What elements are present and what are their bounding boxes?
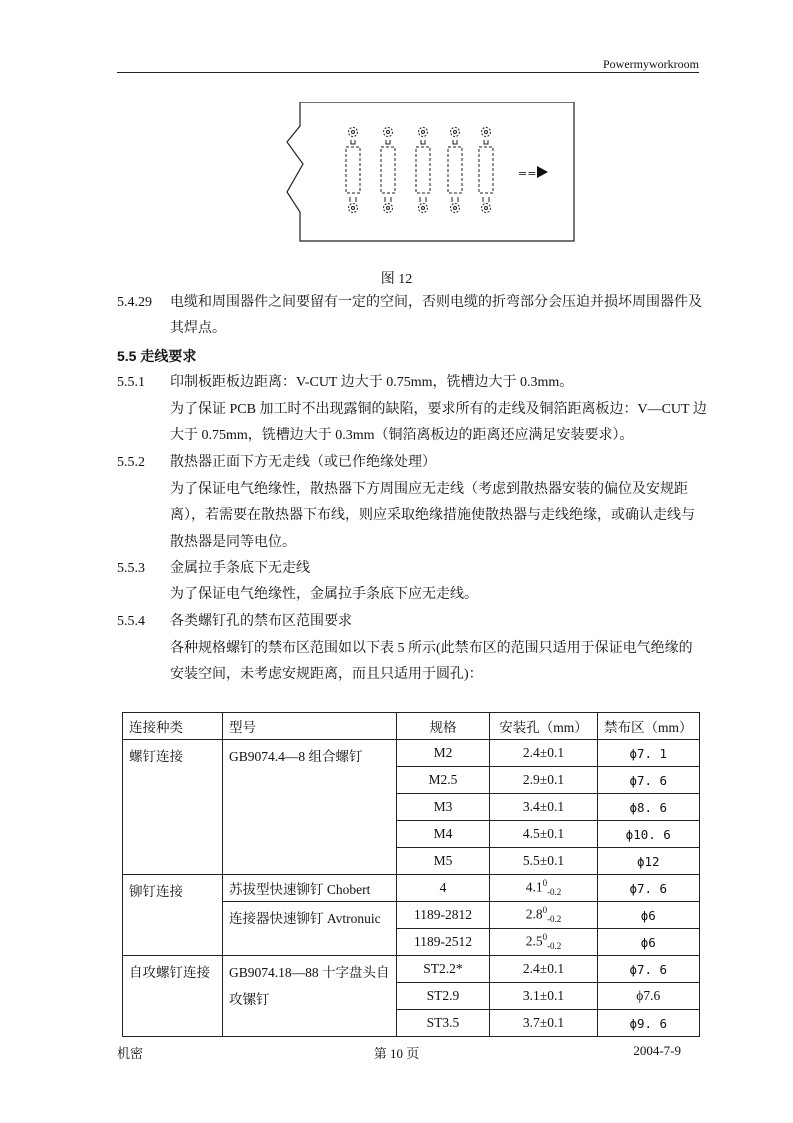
section-number: 5.4.29: [117, 295, 152, 310]
paragraph-line: 为了保证 PCB 加工时不出现露铜的缺陷，要求所有的走线及铜箔距离板边：V—CUT 边: [170, 402, 707, 417]
paragraph-line: 各种规格螺钉的禁布区范围如以下表 5 所示(此禁布区的范围只适用于保证电气绝缘的: [170, 641, 693, 656]
keepout-cell: ϕ7.6: [598, 983, 700, 1010]
table-header-cell: 禁布区（mm）: [598, 713, 700, 740]
subsection-title: 散热器正面下方无走线（或已作绝缘处理）: [170, 455, 436, 470]
table-header-cell: 连接种类: [123, 713, 223, 740]
keepout-cell: ϕ10. 6: [598, 821, 700, 848]
component-2: [381, 128, 395, 213]
direction-marks: ==: [518, 167, 537, 180]
paragraph-line: 电缆和周围器件之间要留有一定的空间，否则电缆的折弯部分会压迫并损坏周围器件及: [170, 295, 702, 310]
hole-cell: $2.5^0_{-0.2}$: [490, 929, 598, 956]
kind-cell: 铆钉连接: [123, 875, 223, 956]
keepout-cell: ϕ12: [598, 848, 700, 875]
spec-cell: M3: [397, 794, 490, 821]
spec-cell: 4: [397, 875, 490, 902]
hole-cell: 2.9±0.1: [490, 767, 598, 794]
component-1: [346, 128, 360, 213]
section-number: 5.5.2: [117, 455, 145, 470]
component-4: [448, 128, 462, 213]
section-heading: 5.5 走线要求: [117, 348, 197, 364]
spec-cell: ST2.9: [397, 983, 490, 1010]
component-5: [479, 128, 493, 213]
spec-cell: ST3.5: [397, 1010, 490, 1037]
keepout-cell: ϕ7. 1: [598, 740, 700, 767]
kind-cell: 螺钉连接: [123, 740, 223, 875]
footer-date: 2004-7-9: [633, 1043, 681, 1058]
hole-cell: 2.4±0.1: [490, 956, 598, 983]
section-number: 5.5.1: [117, 375, 145, 390]
direction-arrow-icon: [537, 166, 548, 178]
keepout-cell: ϕ7. 6: [598, 875, 700, 902]
table-header-cell: 型号: [223, 713, 397, 740]
spec-cell: M2.5: [397, 767, 490, 794]
spec-cell: 1189-2812: [397, 902, 490, 929]
keepout-cell: ϕ7. 6: [598, 767, 700, 794]
section-number: 5.5.3: [117, 561, 145, 576]
figure-caption: 图 12: [380, 272, 413, 287]
hole-cell: $4.1^0_{-0.2}$: [490, 875, 598, 902]
component-3: [416, 128, 430, 213]
hole-cell: 5.5±0.1: [490, 848, 598, 875]
model-cell: 苏拔型快速铆钉 Chobert: [223, 875, 397, 902]
spec-cell: ST2.2*: [397, 956, 490, 983]
subsection-title: 金属拉手条底下无走线: [170, 561, 310, 576]
pad-bottom: [349, 204, 358, 213]
kind-cell: 自攻螺钉连接: [123, 956, 223, 1037]
hole-cell: 4.5±0.1: [490, 821, 598, 848]
header-brand: Powermyworkroom: [603, 57, 699, 71]
keepout-cell: ϕ8. 6: [598, 794, 700, 821]
hole-cell: $2.8^0_{-0.2}$: [490, 902, 598, 929]
paragraph-line: 安装空间，未考虑安规距离，而且只适用于圆孔)：: [170, 667, 483, 682]
paragraph-line: 离），若需要在散热器下布线，则应采取绝缘措施使散热器与走线绝缘，或确认走线与: [170, 508, 695, 523]
keepout-cell: ϕ7. 6: [598, 956, 700, 983]
paragraph-line: 为了保证电气绝缘性，散热器下方周围应无走线（考虑到散热器安装的偏位及安规距: [170, 482, 688, 497]
table-row: [123, 740, 700, 767]
model-cell: GB9074.4—8 组合螺钉: [223, 740, 397, 875]
subsection-title: 印制板距板边距离：V-CUT 边大于 0.75mm，铣槽边大于 0.3mm。: [170, 375, 574, 390]
spec-cell: 1189-2512: [397, 929, 490, 956]
hole-cell: 3.4±0.1: [490, 794, 598, 821]
body-outline: [346, 147, 360, 193]
footer-page-number: 第 10 页: [373, 1046, 420, 1061]
spec-cell: M5: [397, 848, 490, 875]
footer-confidential: 机密: [117, 1046, 144, 1061]
table-row: [123, 956, 700, 983]
paragraph-line: 其焊点。: [170, 321, 226, 336]
cable-layout-figure: [285, 102, 575, 242]
table-header-row: [123, 713, 700, 740]
table-header-cell: 规格: [397, 713, 490, 740]
section-number: 5.5.4: [117, 614, 145, 629]
keepout-cell: ϕ9. 6: [598, 1010, 700, 1037]
spec-cell: M4: [397, 821, 490, 848]
paragraph-line: 散热器是同等电位。: [170, 535, 296, 550]
table-header-cell: 安装孔（mm）: [490, 713, 598, 740]
table-row: [123, 875, 700, 902]
hole-cell: 2.4±0.1: [490, 740, 598, 767]
paragraph-line: 大于 0.75mm，铣槽边大于 0.3mm（铜箔离板边的距离还应满足安装要求）。: [170, 428, 634, 443]
hole-cell: 3.1±0.1: [490, 983, 598, 1010]
hole-cell: 3.7±0.1: [490, 1010, 598, 1037]
model-cell: 连接器快速铆钉 Avtronuic: [223, 902, 397, 956]
subsection-title: 各类螺钉孔的禁布区范围要求: [170, 614, 352, 629]
spec-cell: M2: [397, 740, 490, 767]
component-group: [346, 128, 493, 213]
screw-keepout-table: [122, 712, 700, 1037]
header-rule: [117, 72, 699, 73]
paragraph-line: 为了保证电气绝缘性，金属拉手条底下应无走线。: [170, 587, 478, 602]
keepout-cell: ϕ6: [598, 902, 700, 929]
pad-top: [349, 128, 358, 137]
model-cell: GB9074.18—88 十字盘头自攻镙钉: [223, 956, 397, 1037]
keepout-cell: ϕ6: [598, 929, 700, 956]
